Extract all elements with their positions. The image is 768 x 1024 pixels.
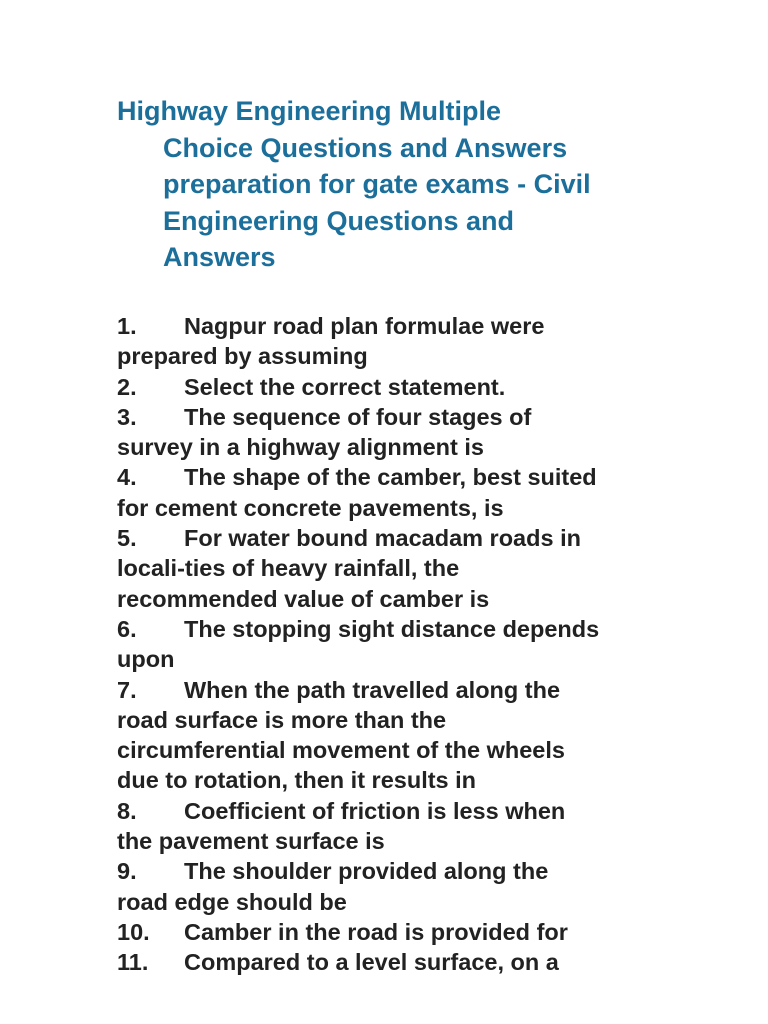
question-text: for cement concrete pavements, is: [117, 494, 504, 521]
question-text: due to rotation, then it results in: [117, 767, 477, 794]
title-line: Answers: [163, 242, 276, 272]
question-text: Nagpur road plan formulae were: [184, 313, 545, 339]
question-item: [117, 402, 717, 463]
question-item: [117, 462, 717, 523]
question-text: The stopping sight distance depends: [184, 615, 600, 642]
question-number: 2.: [117, 373, 137, 400]
question-text: circumferential movement of the wheels: [117, 737, 565, 764]
question-item: [117, 614, 717, 675]
question-number: 11.: [117, 949, 149, 976]
title-line: Highway Engineering Multiple: [117, 96, 502, 126]
question-text: upon: [117, 646, 175, 673]
question-number: 5.: [117, 525, 137, 552]
question-item: [117, 917, 717, 947]
question-item: [117, 856, 717, 917]
question-text: road surface is more than the: [117, 706, 447, 733]
question-text: Coefficient of friction is less when: [184, 797, 566, 824]
question-text: For water bound macadam roads in: [184, 525, 581, 552]
title-line: Choice Questions and Answers: [163, 132, 568, 163]
question-item: [117, 523, 717, 614]
question-item: [117, 675, 717, 796]
question-text: The sequence of four stages of: [184, 403, 532, 430]
question-number: 9.: [117, 858, 137, 885]
title-line: preparation for gate exams - Civil: [163, 169, 591, 199]
question-item: [117, 372, 717, 402]
question-item: [117, 947, 717, 977]
question-number: 4.: [117, 464, 137, 491]
question-number: 1.: [117, 313, 137, 339]
question-item: [117, 311, 717, 372]
question-number: 6.: [117, 615, 137, 642]
question-text: the pavement surface is: [117, 828, 385, 855]
question-text: The shape of the camber, best suited: [184, 464, 597, 491]
question-text: road edge should be: [117, 888, 347, 915]
question-number: 10.: [117, 918, 150, 945]
title-line: Engineering Questions and: [163, 205, 515, 236]
question-text: Select the correct statement.: [184, 373, 506, 400]
question-number: 8.: [117, 797, 137, 824]
document-title: [117, 93, 677, 276]
question-text: Compared to a level surface, on a: [184, 949, 559, 976]
question-text: recommended value of camber is: [117, 585, 490, 612]
question-text: Camber in the road is provided for: [184, 918, 568, 945]
question-text: The shoulder provided along the: [184, 858, 549, 885]
question-item: [117, 796, 717, 857]
question-text: When the path travelled along the: [184, 676, 561, 703]
question-text: prepared by assuming: [117, 343, 368, 370]
question-number: 3.: [117, 403, 137, 430]
question-number: 7.: [117, 676, 137, 703]
question-text: locali-ties of heavy rainfall, the: [117, 555, 460, 582]
question-list: [117, 311, 717, 978]
question-text: survey in a highway alignment is: [117, 434, 484, 461]
